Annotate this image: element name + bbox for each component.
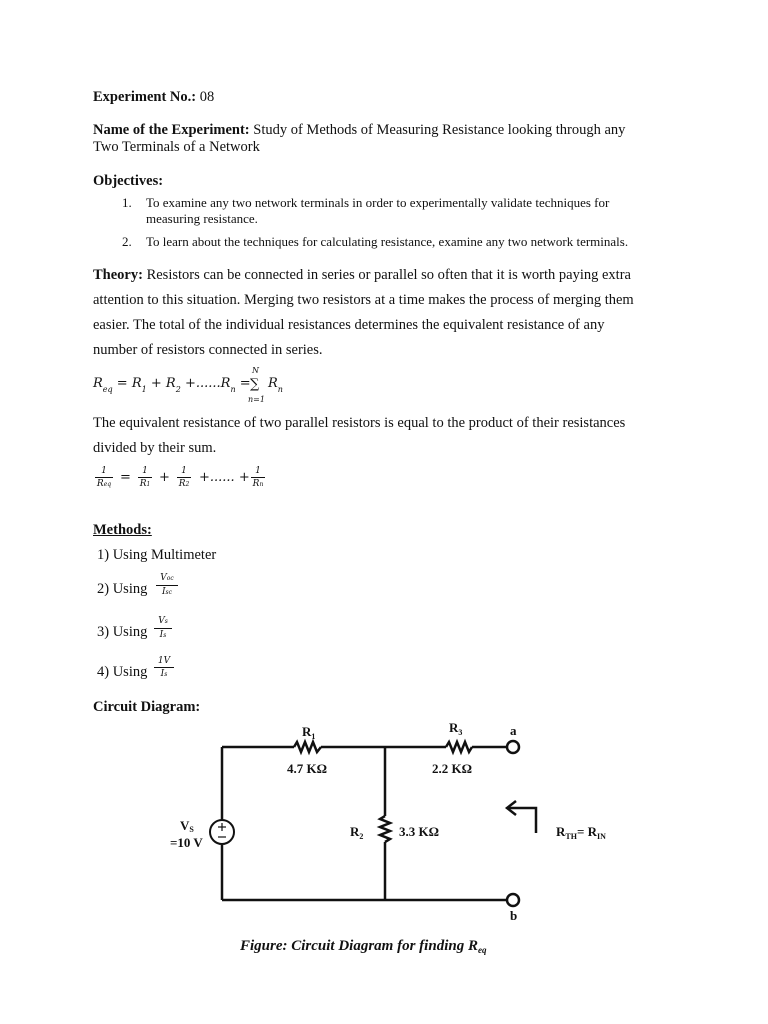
- objective-text: measuring resistance.: [146, 211, 258, 226]
- objective-number: 1.: [122, 195, 132, 210]
- eq-subscript: 2: [185, 481, 190, 488]
- rth-label: $R_{TH}= R_{IN}$: [556, 824, 606, 841]
- eq-subscript: n: [277, 385, 283, 394]
- eq-symbol: R: [139, 479, 147, 489]
- eq-subscript: 1: [146, 481, 151, 488]
- eq-subscript: n: [259, 481, 264, 488]
- method-2-label: 2) Using: [97, 581, 148, 597]
- theory-line-3: easier. The total of the individual resistances determines the equivalent resistance of any: [93, 317, 605, 333]
- voltage-source-icon: [210, 820, 234, 844]
- resistor-r2: [380, 816, 390, 842]
- terminal-b-icon: [507, 894, 519, 906]
- eq-symbol: R: [93, 376, 103, 391]
- fraction-numerator: V: [160, 573, 167, 583]
- terminal-a-icon: [507, 741, 519, 753]
- vs-value: =10 V: [170, 835, 203, 850]
- eq-subscript: eq: [103, 481, 112, 488]
- objectives-heading: Objectives:: [93, 173, 164, 189]
- fraction-numerator: 1: [181, 466, 187, 476]
- eq-subscript: n: [230, 385, 236, 394]
- fraction-numerator: 1V: [157, 656, 171, 666]
- eq-symbol: =: [116, 376, 128, 391]
- method-1: 1) Using Multimeter: [97, 547, 217, 563]
- fraction-numerator: V: [158, 616, 165, 626]
- theory-label: Theory:: [93, 267, 143, 283]
- objective-text: To learn about the techniques for calculating resistance, examine any two network terminals.: [146, 234, 629, 249]
- methods-heading: Methods:: [93, 522, 152, 538]
- eq-subscript: s: [164, 671, 168, 678]
- terminal-a-label: a: [510, 723, 517, 738]
- eq-subscript: s: [164, 618, 168, 625]
- r1-label: $R_1$: [302, 724, 316, 741]
- experiment-name-line1: Study of Methods of Measuring Resistance looking through any: [253, 122, 626, 138]
- theory-line-2: attention to this situation. Merging two resistors at a time makes the process of merging them: [93, 292, 634, 308]
- objective-number: 2.: [122, 234, 132, 249]
- fraction-denominator: I: [161, 587, 166, 597]
- eq-symbol: =: [239, 376, 251, 391]
- eq-symbol: R: [165, 376, 176, 391]
- eq-subscript: eq: [102, 385, 113, 394]
- resistor-r1: [294, 742, 321, 752]
- eq-symbol: +......: [184, 376, 221, 391]
- terminal-b-label: b: [510, 908, 518, 923]
- eq-subscript: sc: [165, 589, 172, 596]
- fraction-numerator: 1: [142, 466, 148, 476]
- experiment-number-value: 08: [199, 89, 215, 105]
- eq-symbol: R: [220, 376, 231, 391]
- eq-symbol: R: [268, 376, 278, 391]
- circuit-caption: Figure: Circuit Diagram for finding $R_{eq}$: [240, 938, 487, 955]
- method-4-label: 4) Using: [97, 664, 148, 680]
- theory-text: Resistors can be connected in series or parallel so often that it is worth paying extra: [146, 267, 631, 283]
- eq-symbol: R: [131, 376, 142, 391]
- sum-lower-limit: n=1: [248, 395, 265, 404]
- parallel-line-2: divided by their sum.: [93, 440, 217, 456]
- experiment-number-label: Experiment No.:: [93, 89, 197, 105]
- rth-arrow-icon: [507, 801, 536, 833]
- r1-value: 4.7 KΩ: [287, 761, 328, 776]
- eq-subscript: oc: [166, 575, 174, 582]
- fraction-numerator: 1: [255, 466, 261, 476]
- fraction-numerator: 1: [101, 466, 107, 476]
- method-3-label: 3) Using: [97, 624, 148, 640]
- sum-symbol: ∑: [250, 377, 260, 392]
- eq-symbol: R: [252, 479, 260, 489]
- objective-text: To examine any two network terminals in order to experimentally validate techniques for: [146, 195, 610, 210]
- eq-subscript: 1: [141, 385, 147, 394]
- r3-label: $R_3$: [449, 720, 463, 737]
- fraction-denominator: I: [159, 630, 164, 640]
- circuit-heading: Circuit Diagram:: [93, 699, 201, 715]
- eq-subscript: s: [163, 632, 167, 639]
- eq-symbol: =: [120, 470, 131, 485]
- r2-value: 3.3 KΩ: [399, 824, 440, 839]
- eq-symbol: +: [150, 376, 162, 391]
- eq-subscript: 2: [175, 385, 181, 394]
- r3-value: 2.2 KΩ: [432, 761, 473, 776]
- eq-symbol: R: [178, 479, 186, 489]
- sum-upper-limit: N: [252, 366, 259, 375]
- experiment-name-line2: Two Terminals of a Network: [93, 139, 260, 155]
- theory-line-4: number of resistors connected in series.: [93, 342, 323, 358]
- vs-label: VS: [180, 818, 194, 834]
- experiment-name-label: Name of the Experiment:: [93, 122, 250, 138]
- eq-symbol: R: [96, 479, 104, 489]
- fraction-denominator: I: [160, 669, 165, 679]
- eq-symbol: +...... +: [199, 470, 250, 485]
- eq-symbol: +: [159, 470, 170, 485]
- r2-label: $R_2$: [350, 824, 364, 841]
- resistor-r3: [446, 742, 472, 752]
- parallel-line-1: The equivalent resistance of two parallel resistors is equal to the product of their resistances: [93, 415, 626, 431]
